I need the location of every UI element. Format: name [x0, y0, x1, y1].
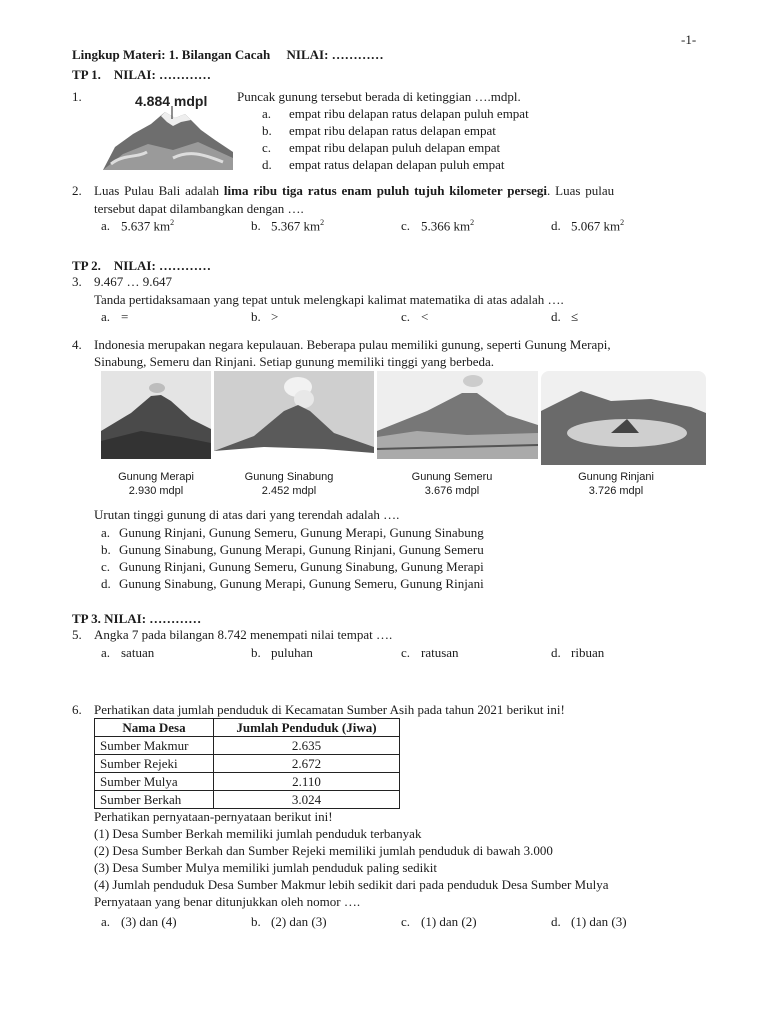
q3-option-b[interactable]: b. > — [251, 309, 279, 324]
table-header-row — [95, 719, 400, 737]
q2-option-b[interactable]: b. 5.367 $km^2$ — [251, 218, 325, 234]
q6-options — [101, 914, 701, 930]
semeru-image — [377, 371, 538, 459]
q1-number: 1. — [72, 89, 82, 104]
q4-option-a[interactable]: a. Gunung Rinjani, Gunung Semeru, Gunung Merapi, Gunung Sinabung — [101, 525, 484, 540]
q5-option-c[interactable]: c. ratusan — [401, 645, 459, 660]
tp1-score: NILAI: ………… — [113, 67, 212, 82]
q3-option-a[interactable]: a. = — [101, 309, 129, 324]
q5-option-a[interactable]: a. satuan — [101, 645, 155, 660]
q2-option-c[interactable]: c. 5.366 $km^2$ — [401, 218, 475, 234]
q5-options — [101, 645, 701, 661]
q4-options — [101, 525, 484, 593]
q2-line2: tersebut dapat dilambangkan dengan …. — [94, 201, 304, 216]
q6-intro: Perhatikan data jumlah penduduk di Kecamatan Sumber Asih pada tahun 2021 berikut ini! — [94, 702, 565, 717]
q4-option-d[interactable]: d. Gunung Sinabung, Gunung Merapi, Gunung Semeru, Gunung Rinjani — [101, 576, 484, 591]
tp3-heading — [72, 611, 201, 627]
q4-line2: Sinabung, Semeru dan Rinjani. Setiap gunung memiliki tinggi yang berbeda. — [94, 354, 495, 369]
page-number: -1- — [681, 32, 697, 47]
statement-1: (1) Desa Sumber Berkah memiliki jumlah penduduk terbanyak — [94, 826, 422, 841]
table-cell: 2.635 — [214, 737, 400, 755]
q2-option-a[interactable]: a. 5.637 $km^2$ — [101, 218, 175, 234]
q6-statements — [94, 809, 608, 911]
tp2-heading — [72, 258, 211, 274]
population-table — [94, 718, 400, 809]
q5-question: Angka 7 pada bilangan 8.742 menempati nilai tempat …. — [94, 627, 393, 642]
q6-option-a[interactable]: a. (3) dan (4) — [101, 914, 177, 929]
statement-4: (4) Jumlah penduduk Desa Sumber Makmur lebih sedikit dari pada penduduk Desa Sumber Mulya — [94, 877, 609, 892]
page-header — [72, 47, 384, 63]
table-header: Jumlah Penduduk (Jiwa) — [214, 719, 400, 737]
table-row — [95, 755, 400, 773]
q2-line1: Luas Pulau Bali adalah lima ribu tiga ratus enam puluh tujuh kilometer persegi. Luas pulau — [94, 183, 615, 198]
q6-option-c[interactable]: c. (1) dan (2) — [401, 914, 477, 929]
q1-option-c[interactable]: c. empat ribu delapan puluh delapan empat — [262, 140, 501, 155]
tp1-heading — [72, 67, 211, 83]
tp2-label: TP 2. — [72, 258, 101, 273]
sinabung-caption: Gunung Sinabung 2.452 mdpl — [244, 471, 334, 497]
statement-2: (2) Desa Sumber Berkah dan Sumber Rejeki memiliki jumlah penduduk di bawah 3.000 — [94, 843, 553, 858]
q3-number: 3. — [72, 274, 82, 289]
q1-question: Puncak gunung tersebut berada di ketinggian ….mdpl. — [237, 89, 521, 104]
q4-option-b[interactable]: b. Gunung Sinabung, Gunung Merapi, Gunung Rinjani, Gunung Semeru — [101, 542, 484, 557]
q1-option-a[interactable]: a. empat ribu delapan ratus delapan puluh empat — [262, 106, 529, 121]
q6-option-b[interactable]: b. (2) dan (3) — [251, 914, 327, 929]
q5-option-b[interactable]: b. puluhan — [251, 645, 313, 660]
q3-options — [101, 309, 701, 325]
table-row — [95, 773, 400, 791]
table-cell: Sumber Rejeki — [95, 755, 214, 773]
table-cell: 3.024 — [214, 791, 400, 809]
q1-image-label: 4.884 mdpl — [135, 93, 208, 109]
sinabung-image — [214, 371, 374, 459]
table-row — [95, 791, 400, 809]
header-score: NILAI: ………… — [286, 47, 384, 62]
rinjani-caption: Gunung Rinjani 3.726 mdpl — [578, 471, 654, 497]
merapi-caption: Gunung Merapi 2.930 mdpl — [118, 471, 194, 497]
q6-option-d[interactable]: d. (1) dan (3) — [551, 914, 627, 929]
semeru-caption: Gunung Semeru 3.676 mdpl — [411, 471, 493, 497]
rinjani-image — [541, 371, 706, 465]
q3-option-c[interactable]: c. < — [401, 309, 429, 324]
tp3-score: NILAI: ………… — [104, 611, 202, 626]
statement-3: (3) Desa Sumber Mulya memiliki jumlah penduduk paling sedikit — [94, 860, 438, 875]
q3-expression: 9.467 … 9.647 — [94, 274, 172, 289]
table-header: Nama Desa — [95, 719, 214, 737]
q2-bold-text: lima ribu tiga ratus enam puluh tujuh kilometer persegi — [223, 183, 548, 198]
q4-option-c[interactable]: c. Gunung Rinjani, Gunung Semeru, Gunung Sinabung, Gunung Merapi — [101, 559, 484, 574]
tp3-label: TP 3. — [72, 611, 101, 626]
table-cell: Sumber Berkah — [95, 791, 214, 809]
scope-label: Lingkup Materi: 1. Bilangan Cacah — [72, 47, 271, 62]
q3-question: Tanda pertidaksamaan yang tepat untuk melengkapi kalimat matematika di atas adalah …. — [94, 292, 564, 307]
tp2-score: NILAI: ………… — [113, 258, 212, 273]
q6-question: Pernyataan yang benar ditunjukkan oleh nomor …. — [94, 894, 361, 909]
merapi-image — [101, 371, 211, 459]
tp1-label: TP 1. — [72, 67, 101, 82]
table-cell: 2.110 — [214, 773, 400, 791]
q2-option-d[interactable]: d. 5.067 $km^2$ — [551, 218, 625, 234]
q1-mountain-image — [103, 92, 233, 170]
q2-options — [101, 218, 701, 234]
q4-number: 4. — [72, 337, 82, 352]
q1-options — [262, 106, 529, 174]
q1-option-d[interactable]: d. empat ratus delapan delapan puluh empat — [262, 157, 505, 172]
q4-question: Urutan tinggi gunung di atas dari yang terendah adalah …. — [94, 507, 400, 522]
statements-intro: Perhatikan pernyataan-pernyataan berikut ini! — [94, 809, 333, 824]
q5-number: 5. — [72, 627, 82, 642]
q5-option-d[interactable]: d. ribuan — [551, 645, 605, 660]
table-row — [95, 737, 400, 755]
table-cell: 2.672 — [214, 755, 400, 773]
table-cell: Sumber Mulya — [95, 773, 214, 791]
q3-option-d[interactable]: d. ≤ — [551, 309, 579, 324]
q4-line1: Indonesia merupakan negara kepulauan. Beberapa pulau memiliki gunung, seperti Gunung Merapi, — [94, 337, 611, 352]
q1-option-b[interactable]: b. empat ribu delapan ratus delapan empat — [262, 123, 496, 138]
q6-number: 6. — [72, 702, 82, 717]
q2-number: 2. — [72, 183, 82, 198]
table-cell: Sumber Makmur — [95, 737, 214, 755]
